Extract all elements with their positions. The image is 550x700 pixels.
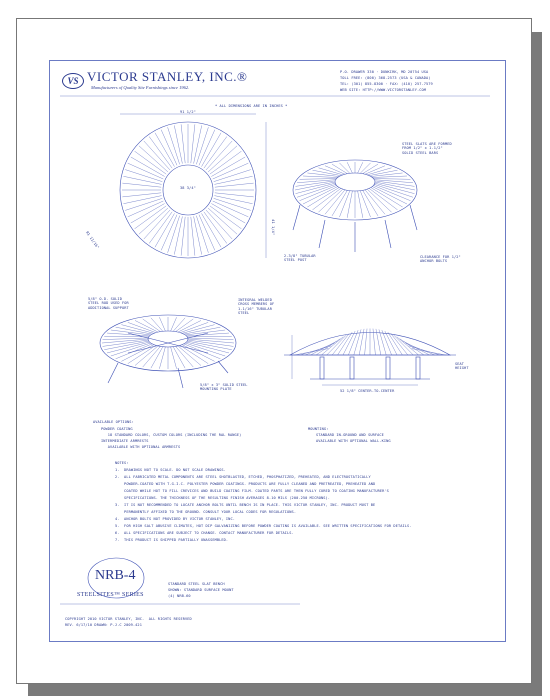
options-item: AVAILABLE WITH OPTIONAL ARMRESTS	[101, 445, 181, 449]
note-line: COATED WHILE HOT TO FILL CREVICES AND BUILD COATING FILM. COATED PARTS ARE THEN FULLY CURED TO COATING MANUFACTURER'S	[115, 489, 389, 493]
perspective-slat	[371, 173, 403, 177]
plan-slat	[194, 216, 202, 254]
plan-slat	[196, 216, 208, 253]
plan-slat	[149, 212, 172, 244]
plan-slat	[196, 127, 208, 164]
contact-line: TOLL FREE: (800) 368-2573 (USA & CANADA)	[340, 76, 431, 80]
perspective-slat	[173, 347, 185, 368]
perspective-view-top	[293, 160, 417, 252]
company-tagline: Manufacturers of Quality Site Furnishings since 1962.	[91, 85, 190, 90]
perspective-slat	[297, 184, 336, 197]
copyright: COPYRIGHT 2010 VICTOR STANLEY, INC. ALL RIGHTS RESERVED	[65, 617, 192, 621]
note-line: 1. DRAWINGS NOT TO SCALE. DO NOT SCALE DRAWINGS.	[115, 468, 226, 472]
elevation-slat	[412, 349, 446, 355]
mounting-label: MOUNTING:	[308, 427, 329, 431]
note-line: 4. ANCHOR BOLTS NOT PROVIDED BY VICTOR STANLEY, INC.	[115, 517, 235, 521]
post-callout: 2-3/8" TUBULAR STEEL POST	[284, 254, 316, 263]
title-desc: (4) NRB-60	[168, 594, 191, 598]
contact-line: TEL: (301) 855-8300 · FAX: (410) 257-7579	[340, 82, 433, 86]
options-item: POWDER COATING	[101, 427, 133, 431]
side-dimension-label: 41 1/4"	[271, 219, 276, 236]
plan-slat	[206, 210, 232, 239]
inner-diameter-label: 38 3/4"	[180, 186, 196, 190]
plan-slat	[208, 208, 237, 234]
plan-slat	[215, 193, 254, 197]
perspective-slats	[295, 162, 415, 218]
perspective-slat	[295, 182, 335, 190]
perspective-slat	[297, 180, 336, 183]
plan-slat	[204, 137, 227, 169]
plan-slat	[214, 196, 252, 204]
mounting-item: AVAILABLE WITH OPTIONAL WALL-KING	[316, 439, 391, 443]
plan-slat	[214, 170, 251, 182]
options-label: AVAILABLE OPTIONS:	[93, 420, 134, 424]
title-desc: STANDARD STEEL SLAT BENCH	[168, 582, 225, 586]
plan-slat	[168, 216, 180, 253]
plan-slat	[174, 125, 182, 163]
plan-slat	[191, 124, 195, 163]
title-desc: SHOWN: STANDARD SURFACE MOUNT	[168, 588, 234, 592]
plan-slat	[174, 216, 182, 254]
plan-slat	[144, 141, 170, 170]
plan-slat	[214, 176, 252, 184]
overall-diameter-label: 91 1/2"	[180, 110, 196, 114]
model-number: NRB-4	[95, 568, 136, 583]
perspective-slat	[313, 188, 341, 209]
note-line: 2. ALL FABRICATED METAL COMPONENTS ARE STEEL SHOTBLASTED, ETCHED, PHOSPHATIZED, PREHEATED, AND ELECTROSTATICALLY	[115, 475, 371, 479]
plan-slat	[125, 170, 162, 182]
plan-slat	[191, 217, 195, 256]
note-line: 5. FOR HIGH SALT ABUSIVE CLIMATES, HOT DIP GALVANIZING BEFORE POWDER COATING IS AVAILABLE. SEE WRITTEN SPECIFICATIONS FOR DETAILS.	[115, 524, 412, 528]
plan-slat	[149, 137, 172, 169]
perspective-slat	[307, 173, 339, 177]
plan-slat	[139, 208, 168, 234]
plan-slat	[210, 206, 242, 229]
note-line: 7. THIS PRODUCT IS SHIPPED PARTIALLY UNASSEMBLED.	[115, 538, 229, 542]
perspective-view-underside	[100, 315, 236, 388]
perspective-slat	[373, 179, 410, 180]
plan-slat	[144, 210, 170, 239]
mounting-item: STANDARD IN-GROUND AND SURFACE	[316, 433, 384, 437]
plan-slat	[210, 151, 242, 174]
perspective-slat	[365, 166, 385, 174]
perspective-slat	[375, 182, 415, 190]
perspective-slat	[159, 347, 165, 369]
plan-slat	[135, 151, 167, 174]
plan-slat	[122, 183, 161, 187]
plan-slat	[122, 193, 161, 197]
elevation-view	[284, 329, 456, 386]
perspective-slat	[374, 180, 413, 183]
series-name: STEELSITES™ SERIES	[77, 592, 144, 598]
perspective-slat	[375, 181, 415, 187]
notes-title: NOTES:	[115, 461, 129, 465]
plan-slat	[208, 146, 237, 172]
seat-height-callout: SEAT HEIGHT	[455, 362, 469, 371]
plan-slat	[206, 141, 232, 170]
perspective-slat	[103, 338, 149, 340]
plan-slat	[215, 183, 254, 187]
elevation-slats	[294, 329, 445, 356]
radius-label: R1 11/16"	[84, 230, 100, 250]
perspective-slat	[372, 176, 407, 178]
perspective-slat	[369, 188, 397, 209]
plan-slat	[214, 198, 251, 210]
plan-slat	[123, 196, 161, 204]
rod-callout: 5/8" O.D. SOLID STEEL ROD USED FOR ADDITIONAL SUPPORT	[88, 297, 129, 310]
note-line: POWDER-COATED WITH T.G.I.C. POLYESTER POWDER COATINGS. PRODUCTS ARE FULLY CLEANED AND PRETREATED, PREHEATED AND	[115, 482, 376, 486]
perspective-slat	[325, 166, 345, 174]
clearance-callout: CLEARANCE FOR 1/2" ANCHOR BOLTS	[420, 255, 461, 264]
note-line: 3. IT IS NOT RECOMMENDED TO LOCATE ANCHOR BOLTS UNTIL BENCH IS IN PLACE. THIS VICTOR STANLEY, INC. PRODUCT MUST BE	[115, 503, 376, 507]
perspective-slat	[372, 187, 407, 205]
company-logo: VS	[62, 73, 84, 89]
options-item: INTERMEDIATE ARMRESTS	[101, 439, 149, 443]
perspective-slat	[188, 338, 234, 340]
perspective-slat	[303, 187, 338, 205]
plan-slat	[194, 125, 202, 163]
perspective-slat	[171, 317, 177, 331]
revision: REV. 6/17/10 DRAWN: P.J.C 2009-421	[65, 623, 142, 627]
plate-callout: 5/8" x 3" SOLID STEEL MOUNTING PLATE	[200, 383, 248, 392]
plan-slat	[123, 176, 161, 184]
contact-line: WEB SITE: HTTP://WWW.VICTORSTANLEY.COM	[340, 88, 427, 92]
slats-callout: STEEL SLATS ARE FORMED FROM 1/2" x 1-1/2" SOLID STEEL BARS	[402, 142, 452, 155]
perspective-slat	[374, 184, 413, 197]
plan-slat	[125, 198, 162, 210]
plan-slat	[181, 217, 185, 256]
plan-slat	[204, 212, 227, 244]
perspective-slat	[296, 181, 336, 187]
options-item: 18 STANDARD COLORS, CUSTOM COLORS (INCLUDING THE RAL RANGE)	[101, 433, 242, 437]
plan-slat	[139, 146, 168, 172]
note-line: SPECIFICATIONS. THE THICKNESS OF THE RESULTING FINISH AVERAGES 8-10 MILS (200-250 MICRONS).	[115, 496, 331, 500]
dimension-note: * ALL DIMENSIONS ARE IN INCHES *	[215, 104, 288, 108]
note-line: PERMANENTLY AFFIXED TO THE GROUND. CONSULT YOUR LOCAL CODES FOR REGULATIONS.	[115, 510, 297, 514]
plan-slat	[135, 206, 167, 229]
note-line: 6. ALL SPECIFICATIONS ARE SUBJECT TO CHANGE. CONTACT MANUFACTURER FOR DETAILS.	[115, 531, 294, 535]
cross-members-callout: INTEGRAL WELDED CROSS MEMBERS OF 1-1/16" TUBULAR STEEL	[238, 298, 275, 316]
plan-slat	[168, 127, 180, 164]
center-dimension-label: 52 1/8" CENTER-TO-CENTER	[340, 389, 395, 393]
perspective-slat	[171, 347, 177, 369]
perspective-slat	[186, 333, 228, 336]
company-name: VICTOR STANLEY, INC.®	[87, 69, 248, 84]
perspective-slat	[107, 333, 149, 336]
perspective-slat	[151, 347, 163, 368]
perspective-slat	[159, 317, 165, 331]
contact-line: P.O. DRAWER 330 · DUNKIRK, MD 20754 USA	[340, 70, 429, 74]
plan-slat	[181, 124, 185, 163]
perspective-slat	[303, 176, 338, 178]
perspective-slat	[300, 179, 337, 180]
